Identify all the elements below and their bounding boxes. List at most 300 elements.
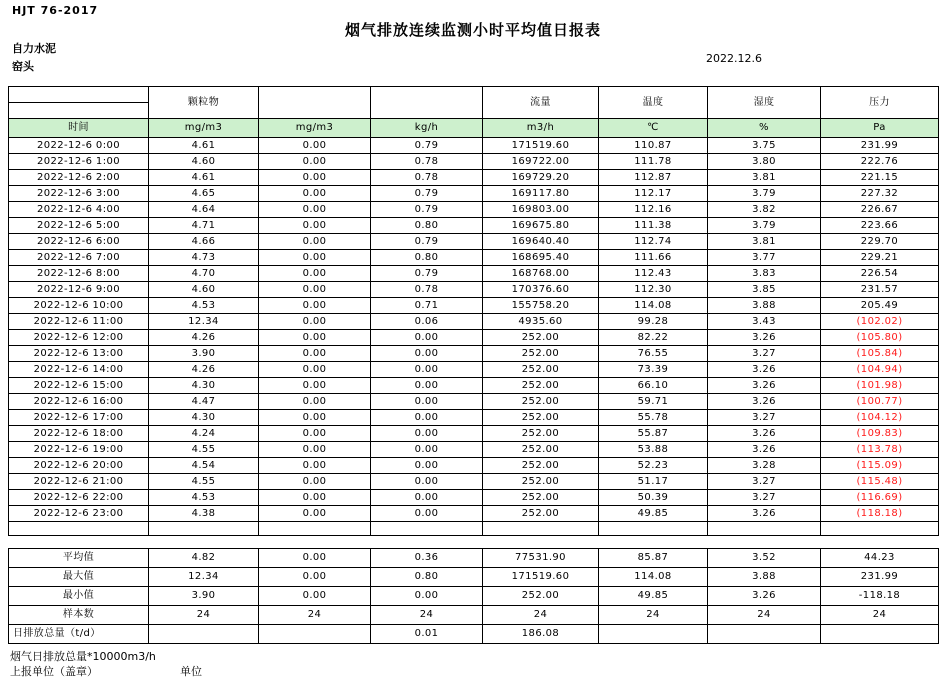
table-row: [9, 234, 939, 250]
data-cell: 229.21: [821, 250, 939, 266]
summary-value-cell: [599, 625, 708, 644]
unit-mg-m3-1: mg/m3: [149, 119, 259, 138]
data-cell: 252.00: [483, 410, 599, 426]
data-cell: 4.71: [149, 218, 259, 234]
data-cell: 0.00: [259, 394, 371, 410]
data-cell: 4.55: [149, 442, 259, 458]
spacer-cell: [708, 522, 821, 536]
data-cell: 112.30: [599, 282, 708, 298]
data-cell: 52.23: [599, 458, 708, 474]
summary-value-cell: 3.88: [708, 568, 821, 587]
data-cell: (116.69): [821, 490, 939, 506]
summary-value-cell: 77531.90: [483, 549, 599, 568]
summary-row: [9, 625, 939, 644]
time-cell: 2022-12-6 20:00: [9, 458, 149, 474]
summary-value-cell: 24: [149, 606, 259, 625]
data-cell: 222.76: [821, 154, 939, 170]
table-row: [9, 410, 939, 426]
summary-label-cell: 平均值: [9, 549, 149, 568]
data-cell: 3.82: [708, 202, 821, 218]
summary-row: [9, 606, 939, 625]
time-cell: 2022-12-6 23:00: [9, 506, 149, 522]
data-cell: 3.90: [149, 346, 259, 362]
data-cell: (102.02): [821, 314, 939, 330]
data-cell: 0.80: [371, 250, 483, 266]
data-cell: 0.00: [371, 490, 483, 506]
table-row: [9, 138, 939, 154]
summary-value-cell: 0.80: [371, 568, 483, 587]
summary-value-cell: 12.34: [149, 568, 259, 587]
data-cell: 110.87: [599, 138, 708, 154]
spacer-row: [9, 522, 939, 536]
data-cell: 221.15: [821, 170, 939, 186]
unit-row: [9, 119, 939, 138]
data-cell: 0.00: [259, 474, 371, 490]
table-row: [9, 378, 939, 394]
data-cell: 252.00: [483, 474, 599, 490]
data-cell: 111.66: [599, 250, 708, 266]
data-rows: [9, 138, 939, 536]
table-row: [9, 218, 939, 234]
data-cell: 0.00: [259, 218, 371, 234]
data-cell: 3.75: [708, 138, 821, 154]
summary-value-cell: 24: [371, 606, 483, 625]
summary-value-cell: 0.00: [259, 587, 371, 606]
data-cell: 0.00: [371, 330, 483, 346]
table-row: [9, 282, 939, 298]
data-cell: 231.99: [821, 138, 939, 154]
time-cell: 2022-12-6 4:00: [9, 202, 149, 218]
data-cell: 0.00: [259, 410, 371, 426]
table-row: [9, 170, 939, 186]
summary-rows: [9, 549, 939, 644]
data-cell: 205.49: [821, 298, 939, 314]
summary-value-cell: -118.18: [821, 587, 939, 606]
summary-value-cell: 3.52: [708, 549, 821, 568]
data-cell: 3.26: [708, 362, 821, 378]
data-cell: (109.83): [821, 426, 939, 442]
time-cell: 2022-12-6 1:00: [9, 154, 149, 170]
data-cell: 169803.00: [483, 202, 599, 218]
data-cell: 226.67: [821, 202, 939, 218]
data-cell: 3.81: [708, 234, 821, 250]
time-cell: 2022-12-6 6:00: [9, 234, 149, 250]
time-cell: 2022-12-6 19:00: [9, 442, 149, 458]
data-cell: 226.54: [821, 266, 939, 282]
data-cell: (100.77): [821, 394, 939, 410]
table-row: [9, 330, 939, 346]
data-cell: 3.83: [708, 266, 821, 282]
station-name: 窑头: [12, 60, 34, 73]
time-cell: 2022-12-6 16:00: [9, 394, 149, 410]
col-header-humidity: 湿度: [708, 87, 821, 119]
data-cell: 3.77: [708, 250, 821, 266]
data-cell: 4.30: [149, 410, 259, 426]
data-cell: 169117.80: [483, 186, 599, 202]
data-cell: 0.00: [259, 330, 371, 346]
data-cell: 0.00: [259, 202, 371, 218]
data-cell: 0.00: [371, 394, 483, 410]
summary-label-cell: 最大值: [9, 568, 149, 587]
table-row: [9, 298, 939, 314]
data-cell: 0.00: [259, 378, 371, 394]
unit-percent: %: [708, 119, 821, 138]
data-cell: 169675.80: [483, 218, 599, 234]
data-cell: 0.79: [371, 234, 483, 250]
header-blank-top-cell: [9, 87, 149, 103]
summary-value-cell: 3.26: [708, 587, 821, 606]
data-cell: 4.38: [149, 506, 259, 522]
data-cell: 0.79: [371, 266, 483, 282]
data-cell: 252.00: [483, 442, 599, 458]
data-cell: (105.84): [821, 346, 939, 362]
report-date: 2022.12.6: [706, 52, 762, 65]
summary-value-cell: 24: [599, 606, 708, 625]
col-header-pressure: 压力: [821, 87, 939, 119]
summary-label-cell: 样本数: [9, 606, 149, 625]
summary-value-cell: 0.00: [371, 587, 483, 606]
time-cell: 2022-12-6 22:00: [9, 490, 149, 506]
main-table: [8, 86, 939, 536]
footer-unit-label: 单位: [180, 665, 202, 678]
company-name: 自力水泥: [12, 42, 56, 55]
data-cell: 114.08: [599, 298, 708, 314]
spacer-cell: [9, 522, 149, 536]
data-cell: 0.00: [259, 362, 371, 378]
data-cell: (118.18): [821, 506, 939, 522]
data-cell: 0.00: [371, 362, 483, 378]
data-cell: 59.71: [599, 394, 708, 410]
time-cell: 2022-12-6 17:00: [9, 410, 149, 426]
data-cell: 0.00: [259, 170, 371, 186]
data-cell: 0.00: [259, 346, 371, 362]
data-cell: 0.00: [371, 410, 483, 426]
data-cell: 0.00: [259, 138, 371, 154]
col-header-temperature: 温度: [599, 87, 708, 119]
data-cell: 112.87: [599, 170, 708, 186]
data-cell: 53.88: [599, 442, 708, 458]
spacer-cell: [371, 522, 483, 536]
data-cell: 227.32: [821, 186, 939, 202]
table-row: [9, 442, 939, 458]
summary-row: [9, 568, 939, 587]
data-cell: 223.66: [821, 218, 939, 234]
data-cell: 4.61: [149, 170, 259, 186]
data-cell: 229.70: [821, 234, 939, 250]
data-cell: 0.00: [371, 442, 483, 458]
summary-value-cell: 24: [708, 606, 821, 625]
data-cell: 66.10: [599, 378, 708, 394]
data-cell: 0.00: [371, 458, 483, 474]
data-cell: 3.28: [708, 458, 821, 474]
data-cell: 252.00: [483, 378, 599, 394]
summary-value-cell: 231.99: [821, 568, 939, 587]
time-column-header: 时间: [9, 119, 149, 138]
data-cell: 169640.40: [483, 234, 599, 250]
summary-value-cell: [821, 625, 939, 644]
data-cell: 0.00: [259, 250, 371, 266]
time-cell: 2022-12-6 21:00: [9, 474, 149, 490]
summary-value-cell: 0.36: [371, 549, 483, 568]
data-cell: 3.88: [708, 298, 821, 314]
unit-celsius: ℃: [599, 119, 708, 138]
report-title: 烟气排放连续监测小时平均值日报表: [344, 21, 601, 39]
data-cell: (104.12): [821, 410, 939, 426]
data-cell: 169722.00: [483, 154, 599, 170]
table-row: [9, 154, 939, 170]
data-cell: 3.26: [708, 442, 821, 458]
summary-value-cell: [259, 625, 371, 644]
summary-value-cell: 186.08: [483, 625, 599, 644]
summary-value-cell: 4.82: [149, 549, 259, 568]
data-cell: 112.16: [599, 202, 708, 218]
data-cell: 4.24: [149, 426, 259, 442]
data-cell: 4.53: [149, 298, 259, 314]
summary-value-cell: 0.01: [371, 625, 483, 644]
data-cell: 252.00: [483, 458, 599, 474]
data-cell: 0.78: [371, 170, 483, 186]
data-cell: 0.00: [259, 282, 371, 298]
data-cell: 55.87: [599, 426, 708, 442]
time-cell: 2022-12-6 12:00: [9, 330, 149, 346]
time-cell: 2022-12-6 3:00: [9, 186, 149, 202]
data-cell: 0.79: [371, 186, 483, 202]
spacer-cell: [483, 522, 599, 536]
data-cell: 0.71: [371, 298, 483, 314]
data-cell: 73.39: [599, 362, 708, 378]
table-row: [9, 314, 939, 330]
data-cell: 168768.00: [483, 266, 599, 282]
data-cell: (105.80): [821, 330, 939, 346]
summary-value-cell: 3.90: [149, 587, 259, 606]
data-cell: 50.39: [599, 490, 708, 506]
data-cell: 0.00: [371, 474, 483, 490]
data-cell: 4.70: [149, 266, 259, 282]
data-cell: 0.00: [371, 346, 483, 362]
data-cell: 4.30: [149, 378, 259, 394]
data-cell: 111.78: [599, 154, 708, 170]
data-cell: 3.26: [708, 330, 821, 346]
data-cell: 252.00: [483, 346, 599, 362]
time-cell: 2022-12-6 15:00: [9, 378, 149, 394]
data-cell: 4.65: [149, 186, 259, 202]
data-cell: 3.79: [708, 218, 821, 234]
data-cell: 3.81: [708, 170, 821, 186]
data-cell: 0.80: [371, 218, 483, 234]
col-header-blank-2: [371, 87, 483, 119]
data-cell: 4.60: [149, 154, 259, 170]
spacer-cell: [821, 522, 939, 536]
summary-value-cell: 24: [821, 606, 939, 625]
data-cell: 0.00: [259, 426, 371, 442]
footer-report-org: 上报单位（盖章）: [10, 665, 98, 678]
data-cell: 3.26: [708, 378, 821, 394]
data-cell: 3.26: [708, 426, 821, 442]
data-cell: 0.00: [371, 506, 483, 522]
data-cell: 4.26: [149, 330, 259, 346]
summary-value-cell: 44.23: [821, 549, 939, 568]
data-cell: 0.00: [259, 154, 371, 170]
data-cell: 155758.20: [483, 298, 599, 314]
data-cell: 169729.20: [483, 170, 599, 186]
data-cell: 0.06: [371, 314, 483, 330]
data-cell: 3.27: [708, 410, 821, 426]
data-cell: 0.00: [259, 186, 371, 202]
data-cell: 82.22: [599, 330, 708, 346]
data-cell: 76.55: [599, 346, 708, 362]
table-row: [9, 362, 939, 378]
col-header-flow: 流量: [483, 87, 599, 119]
data-cell: 3.85: [708, 282, 821, 298]
data-cell: 4.61: [149, 138, 259, 154]
table-row: [9, 394, 939, 410]
data-cell: (115.48): [821, 474, 939, 490]
unit-pa: Pa: [821, 119, 939, 138]
spacer-cell: [599, 522, 708, 536]
data-cell: 0.00: [371, 426, 483, 442]
data-cell: 4.55: [149, 474, 259, 490]
summary-label-cell: 日排放总量（t/d）: [9, 625, 149, 644]
summary-value-cell: 171519.60: [483, 568, 599, 587]
footer-note: 烟气日排放总量*10000m3/h: [10, 650, 156, 663]
table-row: [9, 458, 939, 474]
data-cell: 252.00: [483, 490, 599, 506]
data-cell: 0.00: [259, 266, 371, 282]
time-cell: 2022-12-6 9:00: [9, 282, 149, 298]
spacer-cell: [149, 522, 259, 536]
summary-value-cell: [708, 625, 821, 644]
summary-table: [8, 548, 939, 644]
data-cell: 55.78: [599, 410, 708, 426]
data-cell: (104.94): [821, 362, 939, 378]
data-cell: 3.27: [708, 490, 821, 506]
time-cell: 2022-12-6 18:00: [9, 426, 149, 442]
data-cell: 3.26: [708, 506, 821, 522]
summary-value-cell: 252.00: [483, 587, 599, 606]
summary-value-cell: 24: [483, 606, 599, 625]
summary-row: [9, 549, 939, 568]
data-cell: 111.38: [599, 218, 708, 234]
data-cell: 4.26: [149, 362, 259, 378]
data-cell: 4935.60: [483, 314, 599, 330]
table-row: [9, 426, 939, 442]
data-cell: 252.00: [483, 394, 599, 410]
summary-value-cell: 0.00: [259, 568, 371, 587]
data-cell: 4.47: [149, 394, 259, 410]
data-cell: 0.00: [259, 234, 371, 250]
data-cell: 3.80: [708, 154, 821, 170]
data-cell: 0.00: [259, 442, 371, 458]
data-cell: 112.43: [599, 266, 708, 282]
spacer-cell: [259, 522, 371, 536]
data-cell: 3.26: [708, 394, 821, 410]
data-cell: 4.60: [149, 282, 259, 298]
time-cell: 2022-12-6 11:00: [9, 314, 149, 330]
time-cell: 2022-12-6 8:00: [9, 266, 149, 282]
summary-label-cell: 最小值: [9, 587, 149, 606]
data-cell: 252.00: [483, 330, 599, 346]
data-cell: 252.00: [483, 426, 599, 442]
time-cell: 2022-12-6 14:00: [9, 362, 149, 378]
time-cell: 2022-12-6 13:00: [9, 346, 149, 362]
table-row: [9, 266, 939, 282]
data-cell: 51.17: [599, 474, 708, 490]
data-cell: 3.43: [708, 314, 821, 330]
time-cell: 2022-12-6 5:00: [9, 218, 149, 234]
data-cell: 99.28: [599, 314, 708, 330]
table-row: [9, 490, 939, 506]
data-cell: 3.27: [708, 346, 821, 362]
data-cell: 0.00: [259, 506, 371, 522]
col-header-blank-1: [259, 87, 371, 119]
data-cell: 0.78: [371, 154, 483, 170]
data-cell: 168695.40: [483, 250, 599, 266]
unit-mg-m3-2: mg/m3: [259, 119, 371, 138]
time-cell: 2022-12-6 7:00: [9, 250, 149, 266]
summary-value-cell: 0.00: [259, 549, 371, 568]
summary-row: [9, 587, 939, 606]
data-cell: (115.09): [821, 458, 939, 474]
time-cell: 2022-12-6 0:00: [9, 138, 149, 154]
data-cell: 49.85: [599, 506, 708, 522]
data-cell: 112.74: [599, 234, 708, 250]
header-blank-bottom-cell: [9, 103, 149, 119]
data-cell: 0.79: [371, 202, 483, 218]
data-cell: (101.98): [821, 378, 939, 394]
unit-m3-h: m3/h: [483, 119, 599, 138]
standard-code: HJT 76-2017: [12, 4, 99, 17]
time-cell: 2022-12-6 2:00: [9, 170, 149, 186]
data-cell: 0.79: [371, 138, 483, 154]
header-row-top: [9, 87, 939, 103]
table-row: [9, 474, 939, 490]
table-row: [9, 346, 939, 362]
data-cell: 0.78: [371, 282, 483, 298]
summary-value-cell: 85.87: [599, 549, 708, 568]
summary-value-cell: 114.08: [599, 568, 708, 587]
data-cell: 12.34: [149, 314, 259, 330]
data-cell: 112.17: [599, 186, 708, 202]
data-cell: 3.27: [708, 474, 821, 490]
table-row: [9, 186, 939, 202]
data-cell: 4.64: [149, 202, 259, 218]
data-cell: 252.00: [483, 506, 599, 522]
table-row: [9, 250, 939, 266]
data-cell: 4.54: [149, 458, 259, 474]
data-cell: 0.00: [259, 298, 371, 314]
table-row: [9, 506, 939, 522]
data-cell: (113.78): [821, 442, 939, 458]
data-cell: 3.79: [708, 186, 821, 202]
data-cell: 0.00: [259, 458, 371, 474]
summary-value-cell: [149, 625, 259, 644]
data-cell: 231.57: [821, 282, 939, 298]
data-cell: 0.00: [259, 314, 371, 330]
data-cell: 0.00: [259, 490, 371, 506]
data-cell: 170376.60: [483, 282, 599, 298]
data-cell: 4.66: [149, 234, 259, 250]
unit-kg-h: kg/h: [371, 119, 483, 138]
data-cell: 4.53: [149, 490, 259, 506]
data-cell: 171519.60: [483, 138, 599, 154]
summary-value-cell: 24: [259, 606, 371, 625]
data-cell: 4.73: [149, 250, 259, 266]
main-table-header: [9, 87, 939, 138]
data-cell: 252.00: [483, 362, 599, 378]
table-row: [9, 202, 939, 218]
summary-value-cell: 49.85: [599, 587, 708, 606]
data-cell: 0.00: [371, 378, 483, 394]
